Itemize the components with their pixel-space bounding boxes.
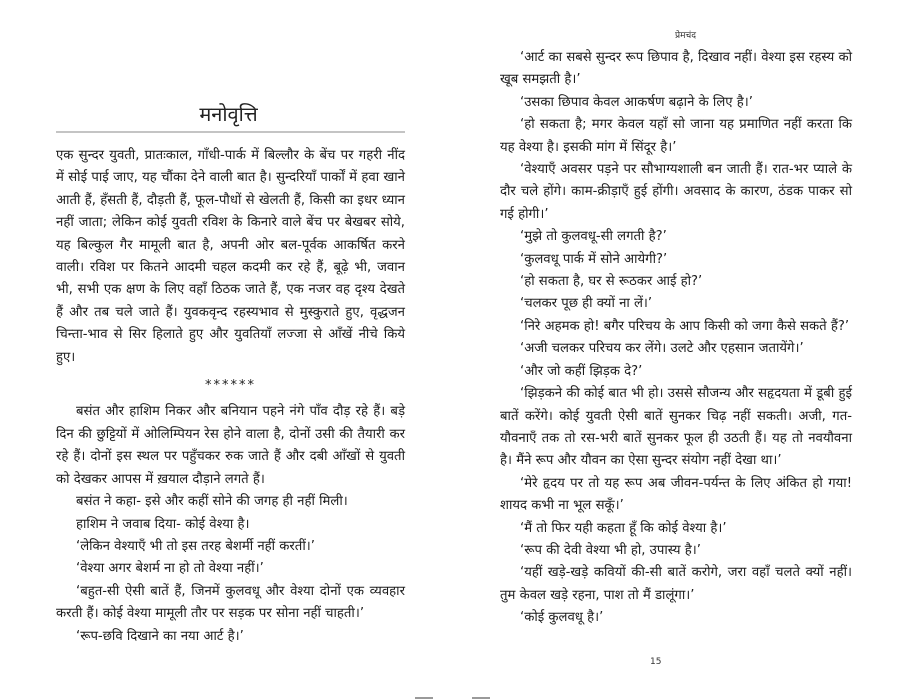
- right-page-body: [500, 47, 852, 630]
- paragraph: ‘झिड़कने की कोई बात भी हो। उससे सौजन्य और सहृदयता में डूबी हुई बातें करेंगे। कोई युवती ऐसी बातें सुनकर चिढ़ नहीं सकती। अजी, गत-यौवनाएँ तक तो रस-भरी बातें सुनकर फूल ही उठती हैं। यह तो नवयौवना है। मैंने रूप और यौवन का ऐसा सुन्दर संयोग नहीं देखा था।’: [500, 386, 852, 469]
- paragraph: ‘अजी चलकर परिचय कर लेंगे। उलटे और एहसान जतायेंगे।’: [520, 341, 804, 357]
- page-edge-mark: [472, 697, 490, 699]
- paragraph: ‘रूप-छवि दिखाने का नया आर्ट है।’: [76, 628, 244, 644]
- paragraph: ‘रूप की देवी वेश्या भी हो, उपास्य है।’: [520, 542, 701, 558]
- title-divider: [56, 131, 405, 133]
- paragraph: ‘हो सकता है; मगर केवल यहाँ सो जाना यह प्रमाणित नहीं करता कि यह वेश्या है। इसकी मांग में सिंदूर है।’: [500, 117, 852, 155]
- paragraph: ‘आर्ट का सबसे सुन्दर रूप छिपाव है, दिखाव नहीं। वेश्या इस रहस्य को खूब समझती है।’: [500, 50, 852, 88]
- paragraph: ‘लेकिन वेश्याएँ भी तो इस तरह बेशर्मी नहीं करतीं।’: [76, 538, 315, 554]
- paragraph: ‘वेश्याएँ अवसर पड़ने पर सौभाग्यशाली बन जाती हैं। रात-भर प्याले के दौर चले होंगे। काम-क्रीड़ाएँ हुई होंगी। अवसाद के कारण, ठंडक पाकर सो गई होगी।’: [500, 162, 852, 222]
- paragraph: हाशिम ने जवाब दिया- कोई वेश्या है।: [76, 516, 250, 532]
- left-page-body: [56, 145, 405, 648]
- paragraph: बसंत और हाशिम निकर और बनियान पहने नंगे पाँव दौड़ रहे हैं। बड़े दिन की छुट्टियों में ओलिम्पियन रेस होने वाला है, दोनों उसी की तैयारी कर रहे हैं। दोनों इस स्थल पर पहुँचकर रुक जाते हैं और दबी आँखों से युवती को देखकर आपस में ख़याल दौड़ाने लगते हैं।: [56, 404, 405, 487]
- paragraph: बसंत ने कहा- इसे और कहीं सोने की जगह ही नहीं मिली।: [76, 494, 348, 510]
- paragraph: ‘मुझे तो कुलवधू-सी लगती है?’: [520, 229, 667, 245]
- paragraph: ‘उसका छिपाव केवल आकर्षण बढ़ाने के लिए है।’: [520, 94, 753, 110]
- chapter-title: मनोवृत्ति: [199, 102, 258, 126]
- paragraph: ‘कोई कुलवधू है।’: [520, 610, 604, 626]
- paragraph: ‘निरे अहमक हो! बगैर परिचय के आप किसी को जगा कैसे सकते हैं?’: [520, 318, 850, 334]
- page-edge-mark: [415, 697, 433, 699]
- paragraph: ‘हो सकता है, घर से रूठकर आई हो?’: [520, 274, 703, 290]
- section-break: ******: [205, 378, 256, 394]
- paragraph: ‘कुलवधू पार्क में सोने आयेगी?’: [520, 251, 668, 267]
- paragraph: ‘बहुत-सी ऐसी बातें हैं, जिनमें कुलवधू और वेश्या दोनों एक व्यवहार करती हैं। कोई वेश्या मामूली तौर पर सड़क पर सोना नहीं चाहती।’: [56, 583, 405, 622]
- paragraph: ‘वेश्या अगर बेशर्म ना हो तो वेश्या नहीं।’: [76, 561, 264, 577]
- paragraph: ‘मेरे हृदय पर तो यह रूप अब जीवन-पर्यन्त के लिए अंकित हो गया! शायद कभी ना भूल सकूँ।’: [500, 475, 852, 514]
- paragraph: ‘चलकर पूछ ही क्यों ना लें।’: [520, 296, 653, 312]
- paragraph: ‘मैं तो फिर यही कहता हूँ कि कोई वेश्या है।’: [520, 520, 727, 536]
- paragraph: ‘और जो कहीं झिड़क दे?’: [520, 363, 643, 379]
- page-number: 15: [650, 657, 662, 667]
- paragraph: एक सुन्दर युवती, प्रातःकाल, गाँधी-पार्क में बिल्लौर के बेंच पर गहरी नींद में सोई पाई जाए, यह चौंका देने वाली बात है। सुन्दरियाँ पार्कों में हवा खाने आती हैं, हँसती हैं, दौड़ती हैं, फूल-पौधों से खेलती हैं, किसी का इधर ध्यान नहीं जाता; लेकिन कोई युवती रविश के किनारे वाले बेंच पर बेखबर सोये, यह बिल्कुल गैर मामूली बात है, अपनी ओर बल-पूर्वक आकर्षित करने वाली। रविश पर कितने आदमी चहल कदमी कर रहे हैं, बूढ़े भी, जवान भी, सभी एक क्षण के लिए वहाँ ठिठक जाते हैं, एक नजर वह दृश्य देखते हैं और तब चले जाते हैं। युवकवृन्द रहस्यभाव से मुस्कुराते हुए, वृद्धजन चिन्ता-भाव से सिर हिलाते हुए और युवतियाँ लज्जा से आँखें नीचे किये हुए।: [56, 148, 405, 365]
- paragraph: ‘यहीं खड़े-खड़े कवियों की-सी बातें करोगे, जरा वहाँ चलते क्यों नहीं। तुम केवल खड़े रहना, पाश तो मैं डालूंगा।’: [500, 565, 852, 603]
- running-head: प्रेमचंद: [675, 31, 696, 41]
